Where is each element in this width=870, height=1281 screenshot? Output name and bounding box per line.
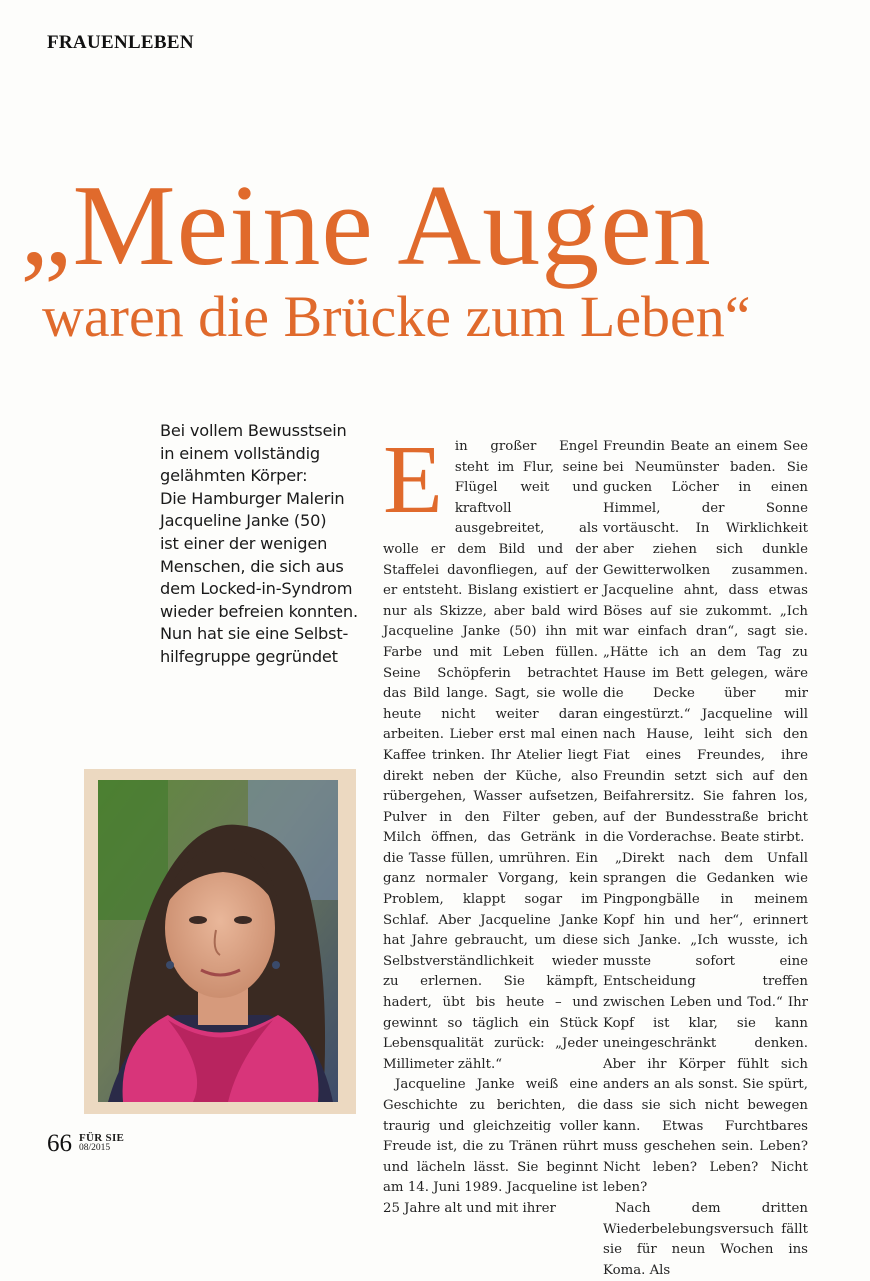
article-paragraph: Nach dem dritten Wiederbelebungsversuch fällt sie für neun Wochen ins Koma. Als xyxy=(603,1200,808,1278)
drop-cap: E xyxy=(383,426,443,534)
intro-line: Menschen, die sich aus xyxy=(160,556,344,576)
intro-line: Jacqueline Janke (50) xyxy=(160,511,327,531)
article-paragraph: Jacqueline Janke weiß eine Geschichte zu berichten, die traurig und gleichzeitig voller Freude ist, die zu Tränen rührt und lächeln lässt. Sie beginnt am 14. Juni 1989. Jacqueline ist 25 Jahre alt und mit ihrer xyxy=(383,1077,598,1216)
headline-line-1: „Meine Augen xyxy=(20,162,712,290)
intro-line: gelähmten Körper: xyxy=(160,466,308,486)
article-paragraph xyxy=(383,426,598,1075)
headline-line-2: waren die Brücke zum Leben“ xyxy=(42,284,751,349)
intro-line: hilfegruppe gegründet xyxy=(160,646,338,666)
article-column-2 xyxy=(603,437,808,1281)
portrait-photo xyxy=(98,780,338,1102)
intro-line: in einem vollständig xyxy=(160,443,320,463)
brand-name: FÜR SIE xyxy=(79,1132,125,1144)
magazine-brand xyxy=(79,1133,124,1153)
intro-line: dem Locked-in-Syndrom xyxy=(160,579,353,599)
intro-line: Nun hat sie eine Selbst- xyxy=(160,624,349,644)
intro-line: wieder befreien konnten. xyxy=(160,601,358,621)
portrait-illustration xyxy=(98,780,338,1102)
page-number: 66 xyxy=(47,1130,72,1157)
section-label: FRAUENLEBEN xyxy=(47,32,194,53)
article-column-1 xyxy=(383,426,598,1220)
intro-teaser xyxy=(160,420,365,669)
intro-line: Die Hamburger Malerin xyxy=(160,488,345,508)
article-paragraph: Freundin Beate an einem See bei Neumünster baden. Sie gucken Löcher in einen Himmel, der Sonne vortäuscht. In Wirklichkeit aber ziehen sich dunkle Gewitterwolken zusammen. Jacqueline ahnt, dass etwas Böses auf sie zukommt. „Ich war einfach dran“, sagt sie. „Hätte ich an dem Tag zu Hause im Bett gelegen, wäre die Decke über mir eingestürzt.“ Jacqueline will nach Hause, leiht sich den Fiat eines Freundes, ihre Freundin setzt sich auf den Beifahrersitz. Sie fahren los, auf der Bundesstraße bricht die Vorderachse. Beate stirbt. xyxy=(603,439,808,846)
headline xyxy=(20,162,860,349)
article-paragraph: „Direkt nach dem Unfall sprangen die Gedanken wie Pingpongbälle in meinem Kopf hin und her“, erinnert sich Janke. „Ich wusste, ich musste sofort eine Entscheidung treffen zwischen Leben und Tod.“ Ihr Kopf ist klar, sie kann uneingeschränkt denken. Aber ihr Körper fühlt sich anders an als sonst. Sie spürt, dass sie sich nicht bewegen kann. Etwas Furchtbares muss geschehen sein. Leben? Nicht leben? Leben? Nicht leben? xyxy=(603,850,808,1196)
issue-number: 08/2015 xyxy=(79,1143,111,1153)
paragraph-text: in großer Engel steht im Flur, seine Flügel weit und kraftvoll ausgebreitet, als wolle er dem Bild und der Staffelei davonfliegen, auf der er entsteht. Bislang existiert er nur als Skizze, aber bald wird Jacqueline Janke (50) ihn mit Farbe und mit Leben füllen. Seine Schöpferin betrachtet das Bild lange. Sagt, sie wolle heute nicht weiter daran arbeiten. Lieber erst mal einen Kaffee trinken. Ihr Atelier liegt direkt neben der Küche, also rübergehen, Wasser aufsetzen, Pulver in den Filter geben, Milch öffnen, das Getränk in die Tasse füllen, umrühren. Ein ganz normaler Vorgang, kein Problem, klappt sogar im Schlaf. Aber Jacqueline Janke hat Jahre gebraucht, um diese Selbstverständlichkeit wieder zu erlernen. Sie kämpft, hadert, übt bis heute – und gewinnt so täglich ein Stück Lebensqualität zurück: „Jeder Millimeter zählt.“ xyxy=(383,439,598,1072)
intro-line: ist einer der wenigen xyxy=(160,533,328,553)
intro-line: Bei vollem Bewusstsein xyxy=(160,421,347,440)
